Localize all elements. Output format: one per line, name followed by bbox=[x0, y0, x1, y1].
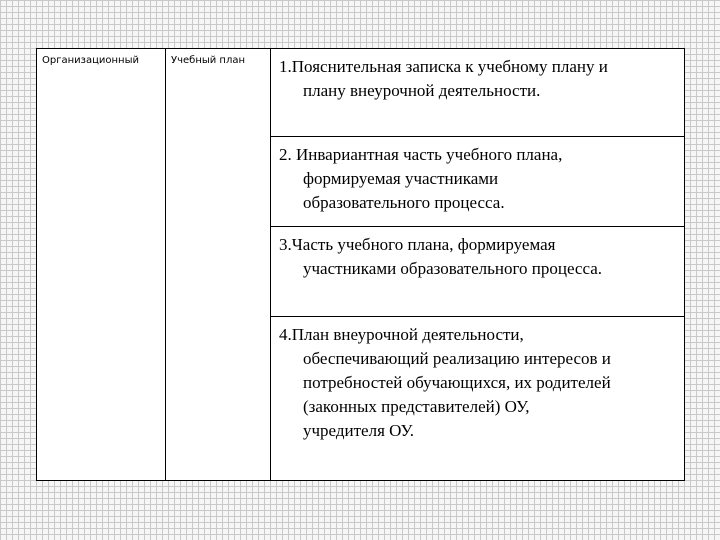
section-column bbox=[37, 49, 166, 480]
items-column bbox=[271, 49, 684, 480]
section-label: Организационный bbox=[42, 55, 139, 66]
table-row bbox=[271, 137, 684, 227]
table-row bbox=[271, 227, 684, 317]
item-text-line: 1.Пояснительная записка к учебному плану и bbox=[279, 57, 608, 76]
item-text-line: 4.План внеурочной деятельности, bbox=[279, 325, 524, 344]
item-text-line: образовательного процесса. bbox=[303, 193, 505, 212]
item-text-line: плану внеурочной деятельности. bbox=[303, 81, 541, 100]
item-text-line: (законных представителей) ОУ, bbox=[303, 397, 530, 416]
curriculum-table bbox=[36, 48, 685, 481]
item-text-line: потребностей обучающихся, их родителей bbox=[303, 373, 611, 392]
subsection-column bbox=[166, 49, 271, 480]
item-text-line: формируемая участниками bbox=[303, 169, 499, 188]
item-text-line: участниками образовательного процесса. bbox=[303, 259, 603, 278]
table-row bbox=[271, 317, 684, 482]
item-text-line: 3.Часть учебного плана, формируемая bbox=[279, 235, 556, 254]
item-text-line: 2. Инвариантная часть учебного плана, bbox=[279, 145, 563, 164]
subsection-label: Учебный план bbox=[171, 55, 246, 66]
item-text-line: учредителя ОУ. bbox=[303, 421, 414, 440]
table-row bbox=[271, 49, 684, 137]
item-text-line: обеспечивающий реализацию интересов и bbox=[303, 349, 611, 368]
